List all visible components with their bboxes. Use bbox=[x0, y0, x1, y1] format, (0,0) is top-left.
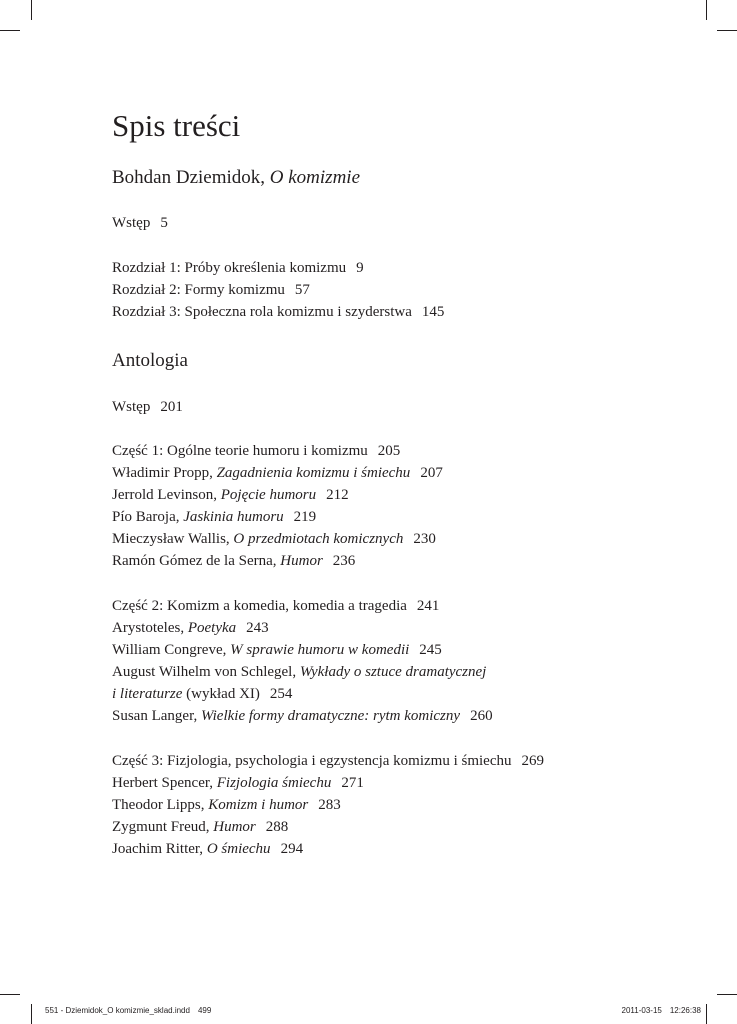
entry-work: Wykłady o sztuce dramatycznej bbox=[299, 664, 487, 680]
crop-mark-top-right-vertical bbox=[706, 0, 707, 20]
entry-work: Poetyka bbox=[187, 620, 237, 636]
toc-entry bbox=[112, 484, 349, 506]
entry-page: 57 bbox=[294, 282, 310, 298]
slug-page: 499 bbox=[197, 1006, 212, 1015]
entry-work: Jaskinia humoru bbox=[183, 509, 284, 525]
entry-page: 269 bbox=[521, 753, 544, 769]
toc-entry-continuation bbox=[112, 683, 292, 705]
entry-label: Rozdział 3: Społeczna rola komizmu i szyderstwa bbox=[112, 304, 412, 320]
print-slug-timestamp bbox=[622, 1006, 701, 1016]
crop-mark-bottom-left-vertical bbox=[31, 1004, 32, 1024]
entry-author: Mieczysław Wallis, bbox=[112, 531, 230, 547]
entry-work: Komizm i humor bbox=[208, 797, 309, 813]
entry-page: 271 bbox=[341, 775, 364, 791]
entry-label: Wstęp bbox=[112, 399, 151, 415]
entry-page: 283 bbox=[318, 797, 341, 813]
entry-work: O śmiechu bbox=[206, 841, 271, 857]
toc-entry-antology-intro bbox=[112, 396, 183, 418]
toc-entry bbox=[112, 816, 288, 838]
entry-author: William Congreve, bbox=[112, 642, 227, 658]
entry-work: Zagadnienia komizmu i śmiechu bbox=[216, 465, 411, 481]
entry-page: 212 bbox=[326, 487, 349, 503]
entry-page: 9 bbox=[356, 260, 364, 276]
entry-page: 288 bbox=[265, 819, 289, 835]
entry-label: Rozdział 2: Formy komizmu bbox=[112, 282, 285, 298]
slug-time: 12:26:38 bbox=[669, 1006, 701, 1015]
entry-page: 219 bbox=[293, 509, 317, 525]
entry-work: W sprawie humoru w komedii bbox=[230, 642, 410, 658]
entry-page: 207 bbox=[420, 465, 443, 481]
toc-entry bbox=[112, 772, 364, 794]
toc-part-2-heading bbox=[112, 595, 439, 617]
entry-label: Część 2: Komizm a komedia, komedia a tragedia bbox=[112, 598, 407, 614]
entry-work: Pojęcie humoru bbox=[220, 487, 317, 503]
toc-entry bbox=[112, 794, 341, 816]
entry-page: 230 bbox=[413, 531, 436, 547]
toc-part-1-heading bbox=[112, 440, 400, 462]
toc-part-3-heading bbox=[112, 750, 544, 772]
slug-date: 2011-03-15 bbox=[621, 1006, 662, 1015]
entry-work: Fizjologia śmiechu bbox=[216, 775, 332, 791]
page-title: Spis treści bbox=[112, 108, 241, 143]
entry-author: Ramón Gómez de la Serna, bbox=[112, 553, 277, 569]
entry-author: Pío Baroja, bbox=[112, 509, 180, 525]
toc-entry-chapter-3 bbox=[112, 301, 444, 323]
entry-page: 241 bbox=[416, 598, 440, 614]
crop-mark-top-right-horizontal bbox=[717, 30, 737, 31]
entry-author: Herbert Spencer, bbox=[112, 775, 214, 791]
crop-mark-top-left-horizontal bbox=[0, 30, 20, 31]
entry-page: 205 bbox=[377, 443, 401, 459]
toc-entry bbox=[112, 550, 355, 572]
entry-page: 294 bbox=[280, 841, 304, 857]
crop-mark-bottom-left-horizontal bbox=[0, 994, 20, 995]
entry-work: Humor bbox=[213, 819, 256, 835]
entry-note: (wykład XI) bbox=[186, 686, 260, 702]
entry-author: Arystoteles, bbox=[112, 620, 185, 636]
toc-entry bbox=[112, 528, 436, 550]
entry-work: O przedmiotach komicznych bbox=[233, 531, 404, 547]
entry-author: Theodor Lipps, bbox=[112, 797, 205, 813]
toc-entry bbox=[112, 661, 486, 683]
toc-entry bbox=[112, 462, 443, 484]
toc-entry-chapter-2 bbox=[112, 279, 310, 301]
toc-entry-intro bbox=[112, 212, 168, 234]
section-title-antologia: Antologia bbox=[112, 350, 188, 371]
crop-mark-top-left-vertical bbox=[31, 0, 32, 20]
toc-entry bbox=[112, 617, 269, 639]
entry-author: Zygmunt Freud, bbox=[112, 819, 210, 835]
print-slug-file bbox=[45, 1006, 211, 1016]
crop-mark-bottom-right-vertical bbox=[706, 1004, 707, 1024]
entry-label: Część 1: Ogólne teorie humoru i komizmu bbox=[112, 443, 368, 459]
entry-author: Joachim Ritter, bbox=[112, 841, 204, 857]
entry-label: Wstęp bbox=[112, 215, 151, 231]
toc-entry-chapter-1 bbox=[112, 257, 364, 279]
entry-page: 5 bbox=[160, 215, 168, 231]
entry-author: Władimir Propp, bbox=[112, 465, 213, 481]
slug-filename: 551 - Dziemidok_O komizmie_sklad.indd bbox=[45, 1006, 190, 1015]
section-author: Bohdan Dziemidok, bbox=[112, 167, 266, 188]
entry-work: i literaturze bbox=[112, 686, 183, 702]
entry-page: 243 bbox=[246, 620, 269, 636]
entry-author: August Wilhelm von Schlegel, bbox=[112, 664, 297, 680]
toc-entry bbox=[112, 506, 316, 528]
crop-mark-bottom-right-horizontal bbox=[717, 994, 737, 995]
entry-page: 145 bbox=[421, 304, 445, 320]
entry-label: Część 3: Fizjologia, psychologia i egzystencja komizmu i śmiechu bbox=[112, 753, 512, 769]
entry-page: 260 bbox=[470, 708, 493, 724]
entry-page: 254 bbox=[269, 686, 293, 702]
entry-page: 236 bbox=[332, 553, 356, 569]
entry-work: Wielkie formy dramatyczne: rytm komiczny bbox=[200, 708, 461, 724]
entry-author: Jerrold Levinson, bbox=[112, 487, 217, 503]
section-work: O komizmie bbox=[269, 167, 361, 188]
entry-page: 245 bbox=[419, 642, 442, 658]
section-title-dziemidok bbox=[112, 165, 360, 191]
toc-entry bbox=[112, 639, 442, 661]
entry-label: Rozdział 1: Próby określenia komizmu bbox=[112, 260, 347, 276]
toc-entry bbox=[112, 705, 493, 727]
entry-author: Susan Langer, bbox=[112, 708, 198, 724]
entry-page: 201 bbox=[160, 399, 183, 415]
toc-entry bbox=[112, 838, 303, 860]
entry-work: Humor bbox=[280, 553, 323, 569]
